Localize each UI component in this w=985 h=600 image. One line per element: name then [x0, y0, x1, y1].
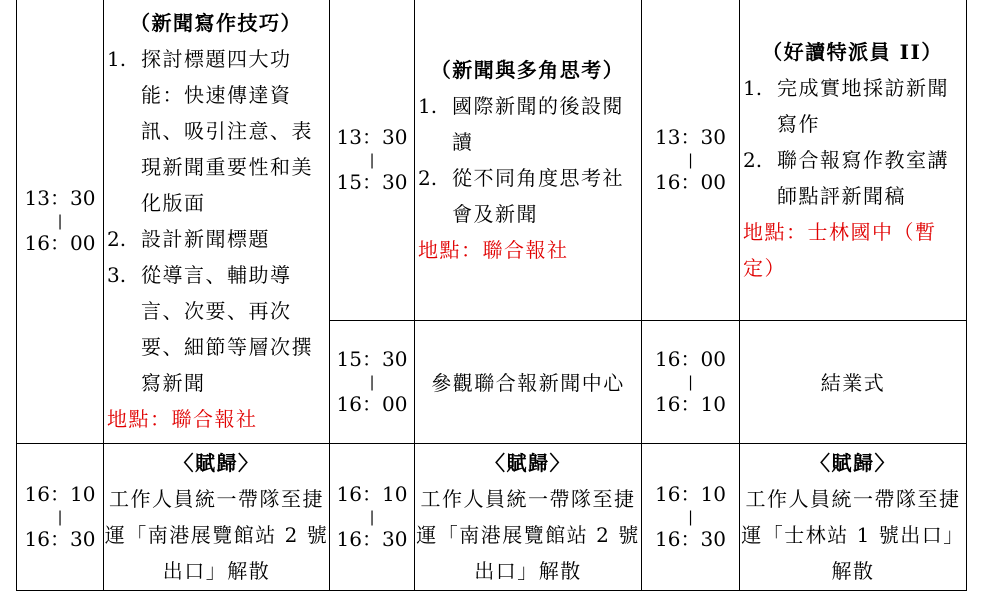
list-item [418, 160, 637, 232]
location-label: 地點：聯合報社 [418, 237, 569, 262]
col2-return-time-cell [330, 443, 415, 590]
item-number: 2. [743, 147, 763, 172]
list-item [107, 221, 325, 257]
session-title: （好讀特派員 II） [762, 39, 943, 64]
schedule-table [16, 0, 967, 591]
col1-return-time-cell [17, 443, 104, 590]
item-number: 1. [743, 75, 763, 100]
item-text: 完成實地採訪新聞寫作 [777, 75, 949, 136]
item-number: 2. [107, 227, 127, 252]
col3-content-cell [740, 0, 967, 320]
end-time: 16：30 [24, 526, 96, 551]
list-item [107, 41, 325, 221]
item-text: 設計新聞標題 [141, 227, 270, 252]
closing-ceremony: 結業式 [740, 320, 967, 443]
col2-content-cell [415, 0, 642, 320]
time-separator: | [369, 150, 375, 169]
start-time: 16：00 [655, 346, 726, 371]
col3-return-time-cell [642, 443, 740, 590]
session-title: （新聞與多角思考） [430, 57, 625, 82]
dismissal-text: 工作人員統一帶隊至捷運「南港展覽館站 2 號出口」解散 [104, 486, 329, 583]
col3-time-cell [642, 0, 740, 320]
col2-return-cell [415, 443, 642, 590]
return-title: 〈賦歸〉 [173, 450, 260, 475]
return-title: 〈賦歸〉 [810, 450, 896, 475]
start-time: 16：10 [24, 481, 96, 506]
start-time: 16：10 [336, 481, 408, 506]
list-item [107, 257, 325, 401]
session-title: （新聞寫作技巧） [130, 11, 302, 36]
time-separator: | [57, 507, 63, 526]
time-separator: | [687, 507, 694, 526]
end-time: 16：00 [336, 391, 408, 416]
item-text: 從導言、輔助導言、次要、再次要、細節等層次撰寫新聞 [141, 263, 313, 396]
dismissal-text: 工作人員統一帶隊至捷運「南港展覽館站 2 號出口」解散 [416, 486, 640, 583]
list-item [418, 88, 637, 160]
end-time: 16：30 [336, 526, 408, 551]
start-time: 13：30 [24, 186, 96, 211]
list-item [743, 142, 962, 214]
return-title: 〈賦歸〉 [485, 450, 571, 475]
col1-content-cell [104, 0, 330, 443]
col1-time-cell [17, 0, 104, 443]
topic-list [107, 41, 325, 401]
item-number: 1. [418, 93, 438, 118]
start-time: 16：10 [655, 481, 726, 506]
time-separator: | [369, 372, 375, 391]
col2-visit-time-cell [330, 320, 415, 443]
col3-return-cell [740, 443, 967, 590]
time-separator: | [57, 212, 63, 231]
end-time: 16：00 [655, 169, 726, 194]
visit-activity: 參觀聯合報新聞中心 [415, 320, 642, 443]
dismissal-text: 工作人員統一帶隊至捷運「士林站 1 號出口」解散 [741, 486, 965, 583]
time-separator: | [369, 507, 375, 526]
time-separator: | [687, 372, 694, 391]
location-label: 地點：士林國中（暫定） [743, 219, 937, 280]
item-text: 探討標題四大功能：快速傳達資訊、吸引注意、表現新聞重要性和美化版面 [141, 47, 313, 216]
item-text: 國際新聞的後設閱讀 [452, 93, 624, 154]
topic-list [743, 70, 962, 214]
end-time: 16：30 [655, 526, 726, 551]
item-text: 聯合報寫作教室講師點評新聞稿 [777, 147, 949, 208]
item-number: 1. [107, 47, 127, 72]
end-time: 16：10 [655, 391, 726, 416]
list-item [743, 70, 962, 142]
afternoon-session-row [17, 0, 967, 320]
item-number: 3. [107, 263, 127, 288]
location-label: 地點：聯合報社 [107, 407, 258, 432]
item-text: 從不同角度思考社會及新聞 [452, 165, 624, 226]
time-separator: | [687, 150, 694, 169]
col2-time-cell [330, 0, 415, 320]
topic-list [418, 88, 637, 232]
start-time: 13：30 [336, 124, 408, 149]
col1-return-cell [104, 443, 330, 590]
start-time: 13：30 [655, 124, 726, 149]
item-number: 2. [418, 165, 438, 190]
return-row [17, 443, 967, 590]
start-time: 15：30 [336, 346, 408, 371]
end-time: 15：30 [336, 169, 408, 194]
end-time: 16：00 [24, 231, 96, 256]
col3-closing-time-cell [642, 320, 740, 443]
